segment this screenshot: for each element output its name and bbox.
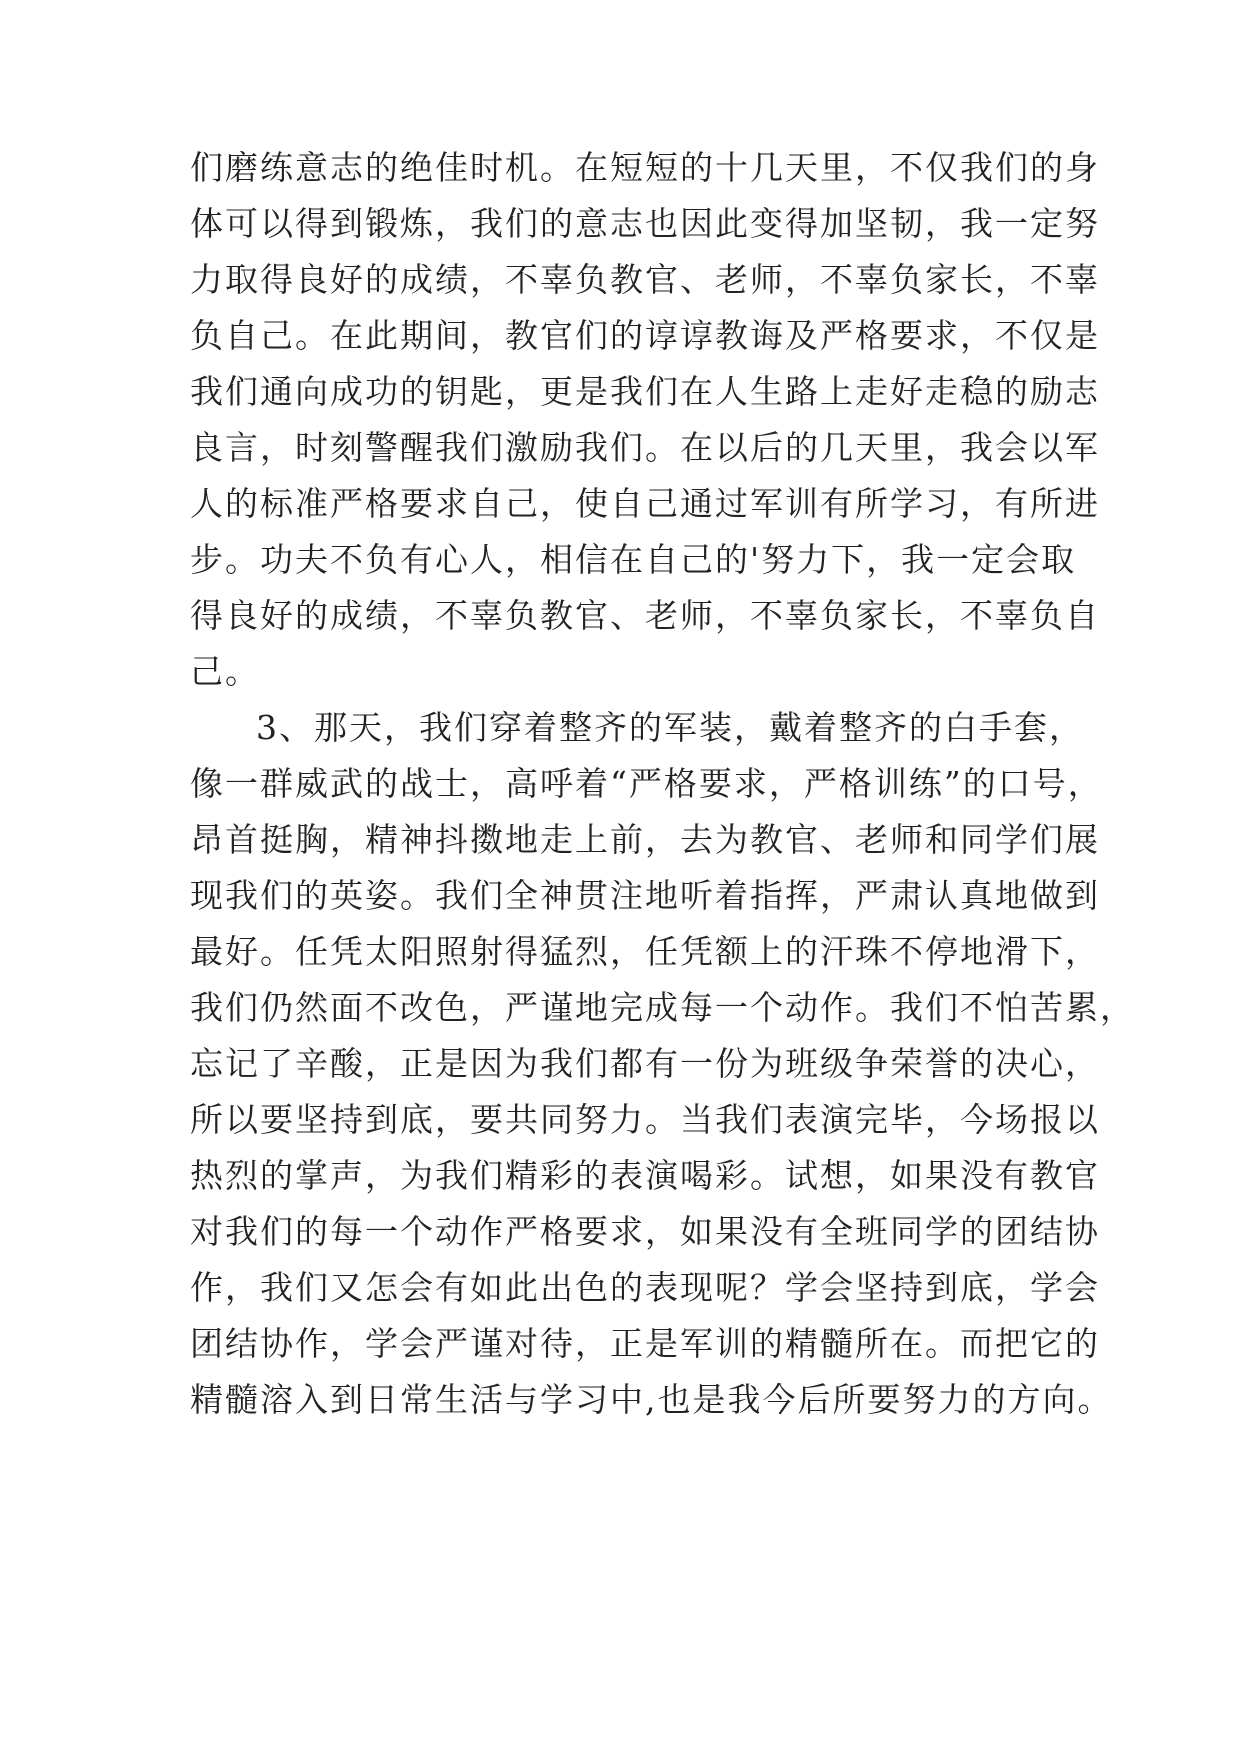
paragraph-continuation <box>190 140 1100 700</box>
text-line: 得良好的成绩，不辜负教官、老师，不辜负家长，不辜负自 <box>190 596 1100 635</box>
text-line: 步。功夫不负有心人，相信在自己的'努力下，我一定会取 <box>190 540 1077 579</box>
text-line: 所以要坚持到底，要共同努力。当我们表演完毕，今场报以 <box>190 1100 1100 1139</box>
text-line: 热烈的掌声，为我们精彩的表演喝彩。试想，如果没有教官 <box>190 1156 1100 1195</box>
text-line: 我们仍然面不改色，严谨地完成每一个动作。我们不怕苦累， <box>190 988 1135 1027</box>
text-line: 像一群威武的战士，高呼着“严格要求，严格训练”的口号， <box>190 764 1103 803</box>
text-line: 我们通向成功的钥匙，更是我们在人生路上走好走稳的励志 <box>190 372 1100 411</box>
paragraph-3 <box>190 700 1135 1428</box>
text-line: 良言，时刻警醒我们激励我们。在以后的几天里，我会以军 <box>190 428 1100 467</box>
text-line: 精髓溶入到日常生活与学习中,也是我今后所要努力的方向。 <box>190 1380 1113 1419</box>
text-line: 体可以得到锻炼，我们的意志也因此变得加坚韧，我一定努 <box>190 204 1100 243</box>
text-line: 己。 <box>190 652 260 691</box>
text-line: 力取得良好的成绩，不辜负教官、老师，不辜负家长，不辜 <box>190 260 1100 299</box>
text-line: 团结协作，学会严谨对待，正是军训的精髓所在。而把它的 <box>190 1324 1100 1363</box>
text-line: 最好。任凭太阳照射得猛烈，任凭额上的汗珠不停地滑下， <box>190 932 1100 971</box>
text-line: 对我们的每一个动作严格要求，如果没有全班同学的团结协 <box>190 1212 1100 1251</box>
text-line: 人的标准严格要求自己，使自己通过军训有所学习，有所进 <box>190 484 1100 523</box>
text-line-first: 3、那天，我们穿着整齐的军装，戴着整齐的白手套， <box>256 708 1084 747</box>
text-line: 忘记了辛酸，正是因为我们都有一份为班级争荣誉的决心， <box>190 1044 1100 1083</box>
text-line: 作，我们又怎会有如此出色的表现呢？学会坚持到底，学会 <box>190 1268 1100 1307</box>
text-line: 负自己。在此期间，教官们的谆谆教诲及严格要求，不仅是 <box>190 316 1100 355</box>
text-line: 现我们的英姿。我们全神贯注地听着指挥，严肃认真地做到 <box>190 876 1100 915</box>
text-line: 昂首挺胸，精神抖擞地走上前，去为教官、老师和同学们展 <box>190 820 1100 859</box>
text-line: 们磨练意志的绝佳时机。在短短的十几天里，不仅我们的身 <box>190 148 1100 187</box>
